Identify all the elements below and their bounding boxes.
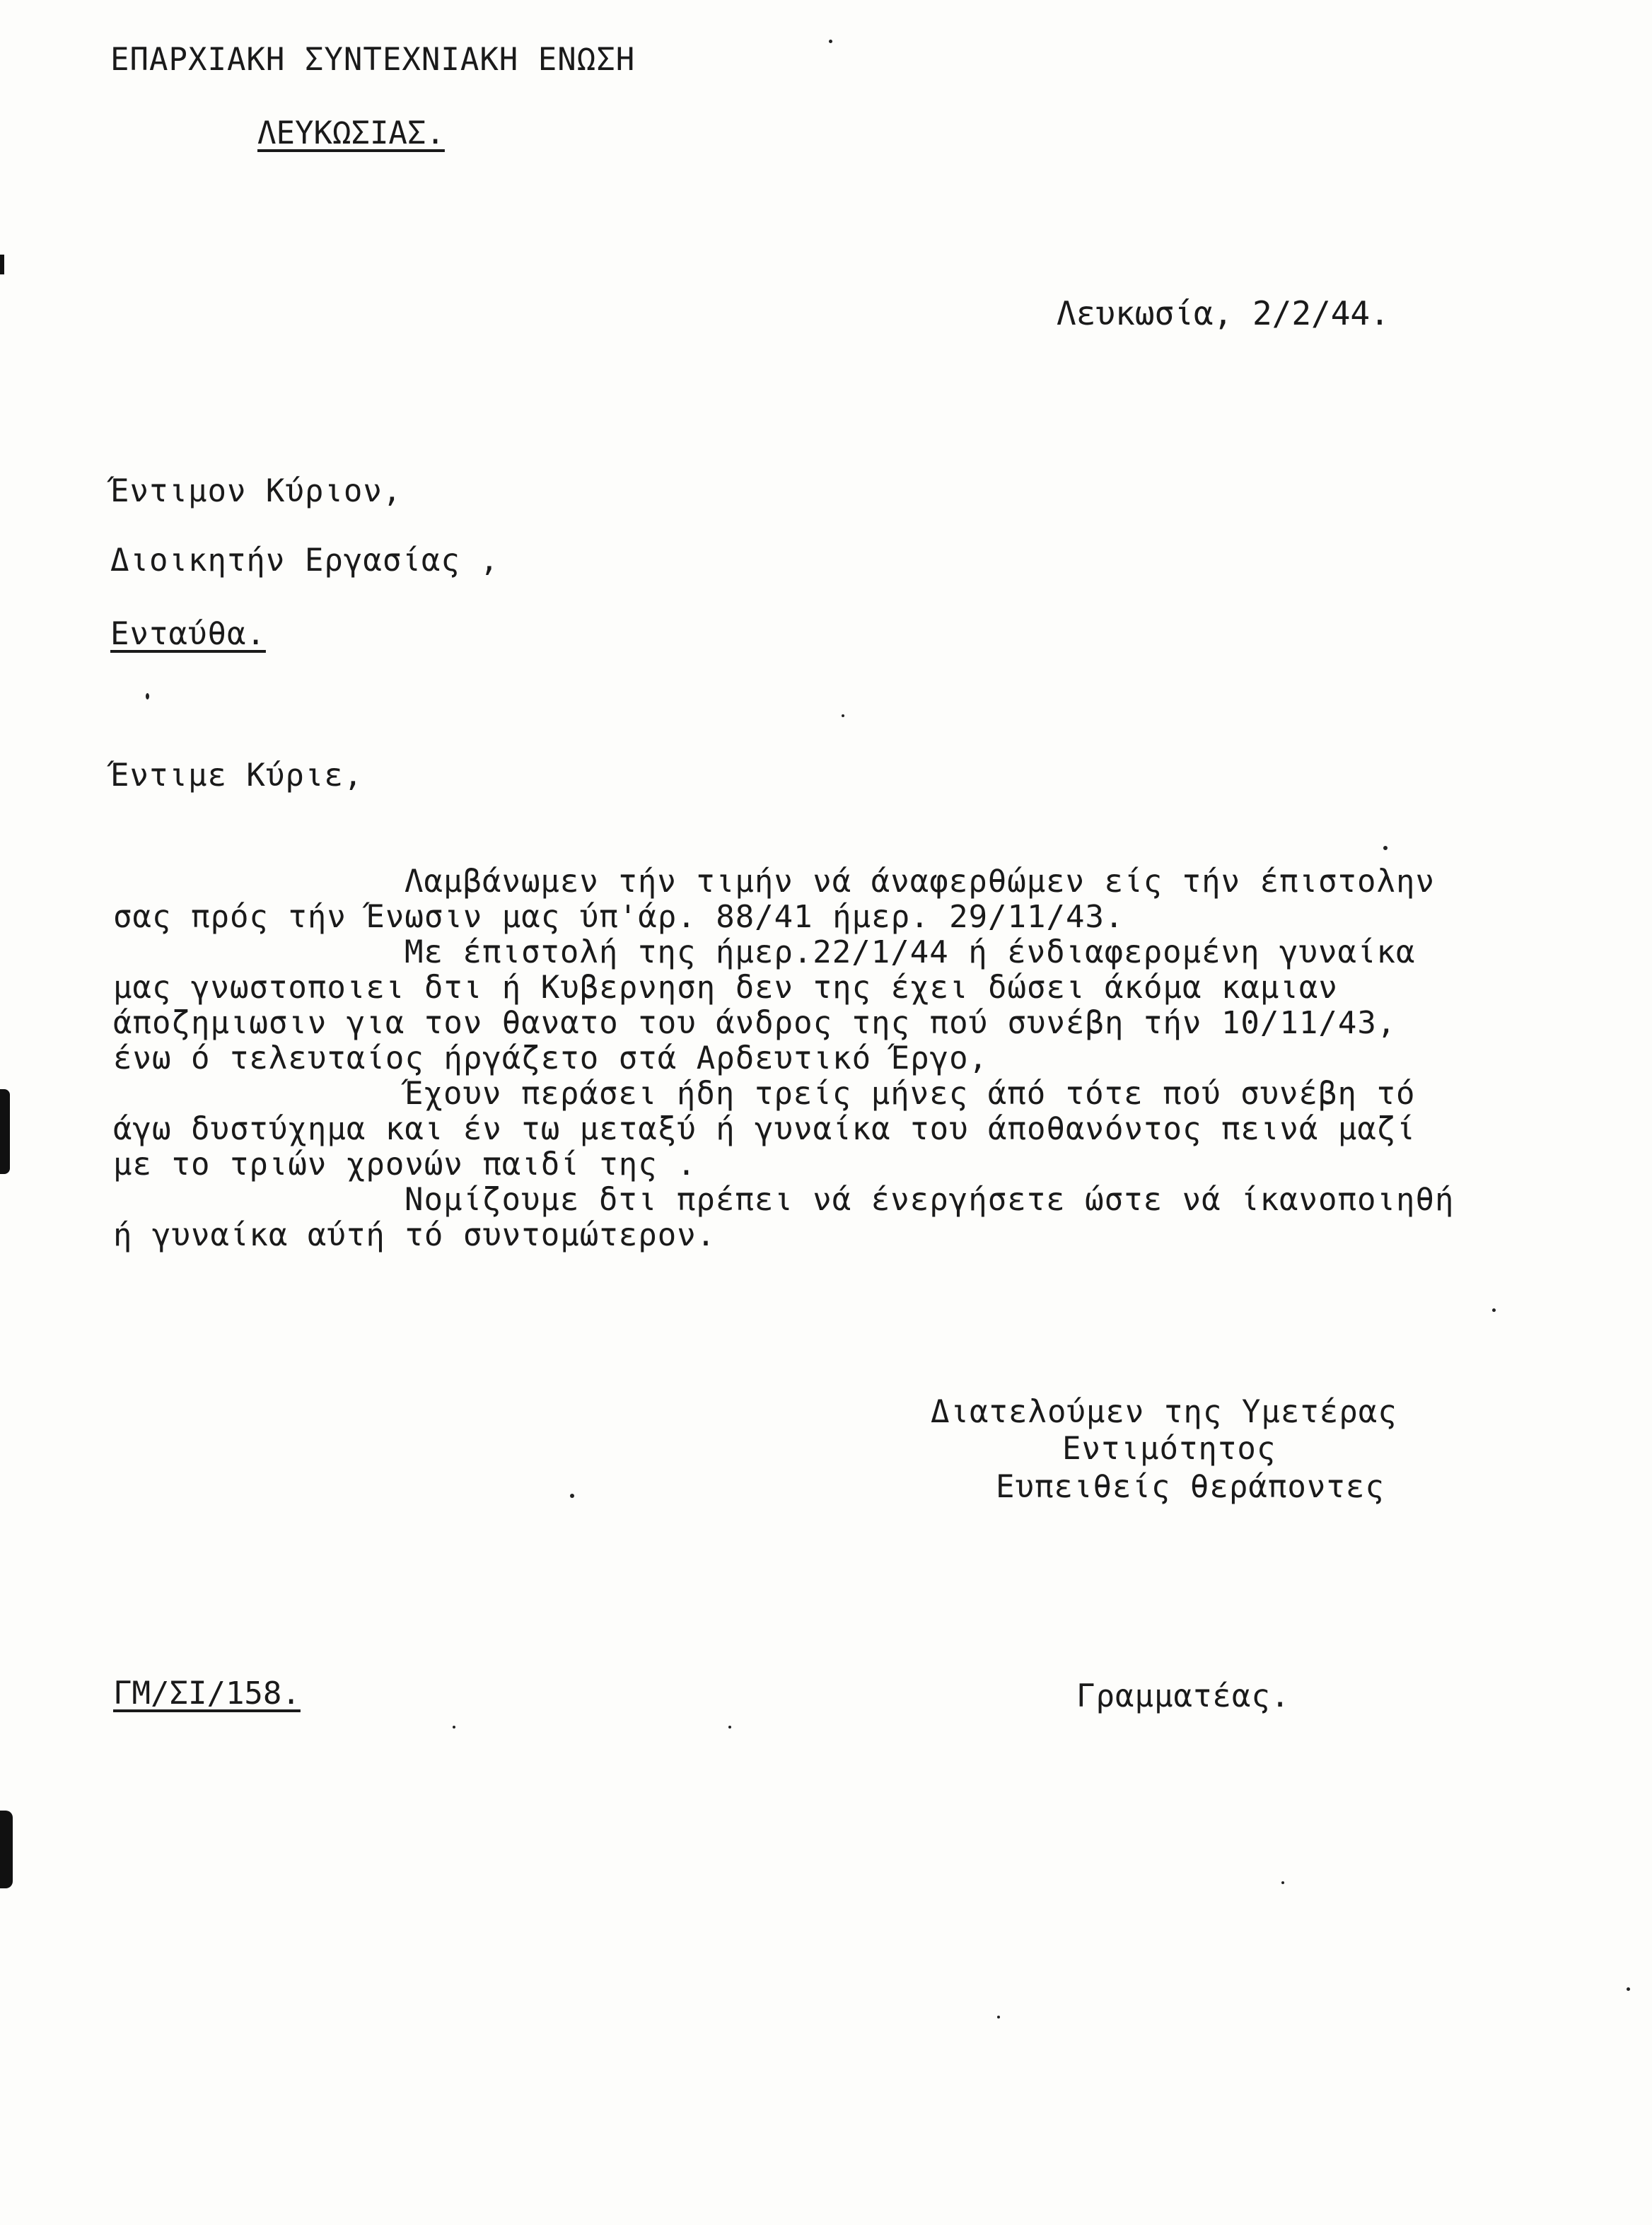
scan-speck [829,40,832,43]
letterhead-city: ΛΕΥΚΩΣΙΑΣ. [257,115,445,151]
body-line: ένω ό τελευταίος ήργάζετο στά Αρδευτικό Έργο, [113,1040,989,1076]
recipient-line-1: Έντιμον Κύριον, [110,473,402,509]
closing-line-2: Εντιμότητος [1062,1431,1276,1467]
scan-speck [453,1726,455,1729]
scan-speck [1492,1308,1496,1312]
closing-line-3: Ευπειθείς θεράποντες [996,1469,1385,1505]
scan-edge-mark [0,1811,13,1888]
body-line: Νομίζουμε δτι πρέπει νά ένεργήσετε ώστε νά ίκανοποιηθή [405,1182,1455,1218]
body-line: Έχουν περάσει ήδη τρείς μήνες άπό τότε πού συνέβη τό [405,1076,1416,1112]
letterhead-org: ΕΠΑΡΧΙΑΚΗ ΣΥΝΤΕΧΝΙΑΚΗ ΕΝΩΣΗ [110,42,636,78]
body-line: σας πρός τήν Ένωσιν μας ύπ'άρ. 88/41 ήμερ. 29/11/43. [113,899,1124,935]
scan-speck [146,693,149,699]
letter-date: Λευκωσία, 2/2/44. [1057,294,1390,332]
scan-edge-mark [0,255,4,274]
scan-speck [570,1494,574,1498]
salutation: Έντιμε Κύριε, [110,757,363,794]
signatory-title: Γραμματέας. [1076,1678,1291,1714]
scan-speck [728,1726,731,1729]
scan-edge-mark [0,1089,10,1174]
body-line: άγω δυστύχημα και έν τω μεταξύ ή γυναίκα του άποθανόντος πεινά μαζί [113,1111,1416,1147]
body-line: μας γνωστοποιει δτι ή Κυβερνηση δεν της έχει δώσει άκόμα καμιαν [113,970,1338,1006]
recipient-line-3: Ενταύθα. [110,616,266,652]
body-line: Λαμβάνωμεν τήν τιμήν νά άναφερθώμεν είς τήν έπιστολην [405,864,1435,900]
scan-speck [1627,1987,1630,1991]
recipient-line-2: Διοικητήν Εργασίας , [110,542,499,579]
scan-speck [1281,1881,1284,1884]
body-line: Με έπιστολή της ήμερ.22/1/44 ή ένδιαφερομένη γυναίκα [405,934,1416,970]
body-line: με το τριών χρονών παιδί της . [113,1146,697,1183]
closing-line-1: Διατελούμεν της Υμετέρας [931,1394,1397,1430]
body-line: άποζημιωσιν για τον θανατο του άνδρος της πού συνέβη τήν 10/11/43, [113,1005,1397,1041]
body-line: ή γυναίκα αύτή τό συντομώτερον. [113,1217,716,1253]
scan-speck [997,2016,1000,2018]
scan-speck [1383,846,1388,850]
scan-speck [842,714,844,717]
reference-code: ΓΜ/ΣΙ/158. [113,1675,301,1712]
